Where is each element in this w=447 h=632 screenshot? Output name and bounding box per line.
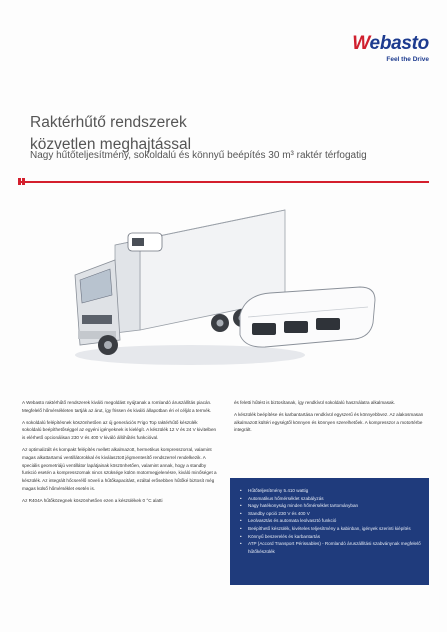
unit-fan-grille bbox=[252, 323, 276, 335]
features-list bbox=[230, 478, 429, 555]
feature-item: • Leolvasztás és automata leolvasztó funkció bbox=[244, 517, 421, 525]
feature-item: • Beépíthető készülék, kivételes teljesítmény a kabinban, igények szerinti kiépítés bbox=[244, 525, 421, 533]
paragraph: A sokoldalú felépítésnek köszönhetően az új generációs Frigo Top raktérhűtő készülék sokoldalú beépíthetőséggel az egyéni igényeknek is kielégít. A készülék 12 V és 24 V kivitelben is elérhető opcionálisan 230 V és 400 V kiváló állóhűtés funkcióval. bbox=[22, 419, 217, 441]
paragraph: Az R404A hűtőközegnek köszönhetően ezen a készülékek 0 °C alatti bbox=[22, 497, 163, 503]
cab-grille bbox=[82, 315, 112, 324]
logo-tagline: Feel the Drive bbox=[386, 56, 429, 63]
truck-and-unit-illustration bbox=[70, 205, 380, 375]
logo-wordmark bbox=[352, 34, 429, 54]
feature-item: • Nagy hatékonyság minden hőmérséklet tartományban bbox=[244, 502, 421, 510]
webasto-logo bbox=[352, 34, 429, 63]
feature-item: • Hűtőteljesítmény 5.410 wattig bbox=[244, 487, 421, 495]
feature-item: • Könnyű beszerelés és karbantartás bbox=[244, 533, 421, 541]
standalone-cooling-unit bbox=[240, 287, 375, 347]
body-text-left-column bbox=[22, 399, 217, 509]
logo-letters-rest: ebasto bbox=[369, 33, 429, 54]
paragraph: és feletti hűtést is biztosítanak, így rendkívül sokoldalú használatra alkalmasak. bbox=[234, 400, 396, 405]
feature-item: • Standby opció 230 V és 400 V bbox=[244, 510, 421, 518]
paragraph: Az optimalizált és kompakt felépítés mellett alkalmazott, hermetikus kompresszorral, valamint magas alkattartamú ventillátorokkal és kiválasztott jégmentesítő rendszerrel rendelkezik. A speciális geometriájú ventillátor lapátjainak köszönhetően, valamint annak, hogy a standby funkció esetén a kompresszornak nincs szüksége külön motormegjelenésre, kiváló minőséget a készülék. Az integrált hőcserélő növeli a hűtőkapacitást, ezáltal erősebben hűtőké biztosít még magas külső hőmérséklet esetén is. bbox=[22, 446, 217, 491]
feature-item: • Automatikus hőmérséklet szabályzás bbox=[244, 495, 421, 503]
paragraph: A Webasto raktérhűtő rendszerek kiváló megoldást nyújtanak a romlandó áruszállítás piacán. Megfelelő hőmérsékleten tartják az árut, így frissen és kiváló állapotban éri el célját a termék. bbox=[22, 400, 212, 413]
body-text-right-column bbox=[234, 399, 429, 438]
title-line-2: közvetlen meghajtással bbox=[30, 136, 192, 153]
logo-letter-w: W bbox=[352, 33, 370, 54]
unit-grille bbox=[132, 238, 144, 246]
red-divider bbox=[18, 181, 429, 183]
feature-item: • ATP (Accord Transport Périssables) - Romlandó áruszállítási szabványnak megfelelő hűtőkészülék bbox=[244, 540, 421, 555]
title-line-1: Raktérhűtő rendszerek bbox=[30, 114, 187, 131]
features-box bbox=[230, 478, 429, 585]
page-subtitle: Nagy hűtőteljesítmény, sokoldalú és könnyű beépítés 30 m³ raktér térfogatig bbox=[30, 150, 367, 161]
paragraph: A készülék beépítése és karbantartása rendkívül egyszerű és könnyebbvez. Az alakosmasan alkalmazott kültéri egységtől könnyen és könnyen szerelhetőek. A kompresszor a motortérbe integrált. bbox=[234, 411, 424, 433]
